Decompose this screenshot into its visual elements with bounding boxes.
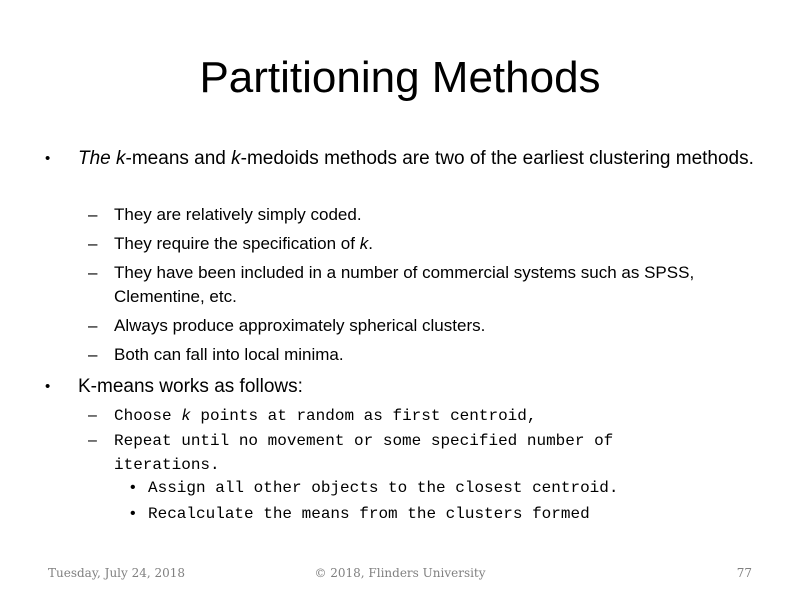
footer-date: Tuesday, July 24, 2018 [48, 566, 186, 580]
slide-title: Partitioning Methods [199, 53, 601, 102]
dash-marker: – [88, 316, 98, 335]
sub-bullet-choose-k [88, 404, 754, 428]
subsub-bullet-text: Assign all other objects to the closest centroid. [148, 479, 619, 497]
sub-bullet-commercial [88, 261, 754, 309]
sub-bullet-text: Always produce approximately spherical clusters. [114, 316, 486, 335]
bullet-text: K-means works as follows: [78, 376, 303, 397]
dash-marker: – [88, 345, 98, 364]
dash-marker: – [88, 407, 97, 424]
sub-bullet-local-minima [88, 343, 754, 367]
dash-marker: – [88, 263, 98, 282]
period: . [368, 234, 373, 253]
bullet-kmeans-works [45, 374, 758, 400]
k-variable: k [231, 148, 241, 169]
dash-marker: – [88, 432, 97, 449]
sub-bullet-spherical [88, 314, 754, 338]
bullet-marker: • [45, 150, 51, 167]
footer-page-number: 77 [736, 566, 752, 580]
sub-bullet-text: Choose [114, 407, 182, 425]
k-variable: k [359, 234, 369, 253]
bullet-marker: • [45, 378, 51, 395]
subsub-bullet-text: Recalculate the means from the clusters formed [148, 505, 590, 523]
sub-bullet-simply-coded [88, 203, 754, 227]
sub-bullet-text: They require the specification of [114, 234, 360, 253]
sub-bullet-text: Repeat until no movement or some specified number of iterations. [114, 432, 614, 474]
sub-bullet-text: Both can fall into local minima. [114, 345, 344, 364]
bullet-kmeans-kmedoids [45, 146, 758, 172]
sub-bullet-text: They are relatively simply coded. [114, 205, 362, 224]
subsub-bullet-recalculate [130, 502, 758, 526]
sub-bullet-repeat [88, 429, 694, 477]
k-variable: k [181, 407, 191, 425]
text-medoids: -medoids methods are two of the earliest clustering methods. [240, 148, 754, 169]
dash-marker: – [88, 234, 98, 253]
text-the: The [78, 148, 117, 169]
bullet-marker: • [130, 505, 136, 522]
sub-bullet-specification [88, 232, 754, 256]
text-means-and: -means and [125, 148, 232, 169]
footer-copyright: © 2018, Flinders University [314, 566, 486, 580]
sub-bullet-text: They have been included in a number of commercial systems such as SPSS, Clementine, etc. [114, 263, 695, 306]
sub-bullet-text: points at random as first centroid, [190, 407, 537, 425]
subsub-bullet-assign [130, 476, 758, 500]
dash-marker: – [88, 205, 98, 224]
k-variable: k [116, 148, 126, 169]
bullet-marker: • [130, 479, 136, 496]
